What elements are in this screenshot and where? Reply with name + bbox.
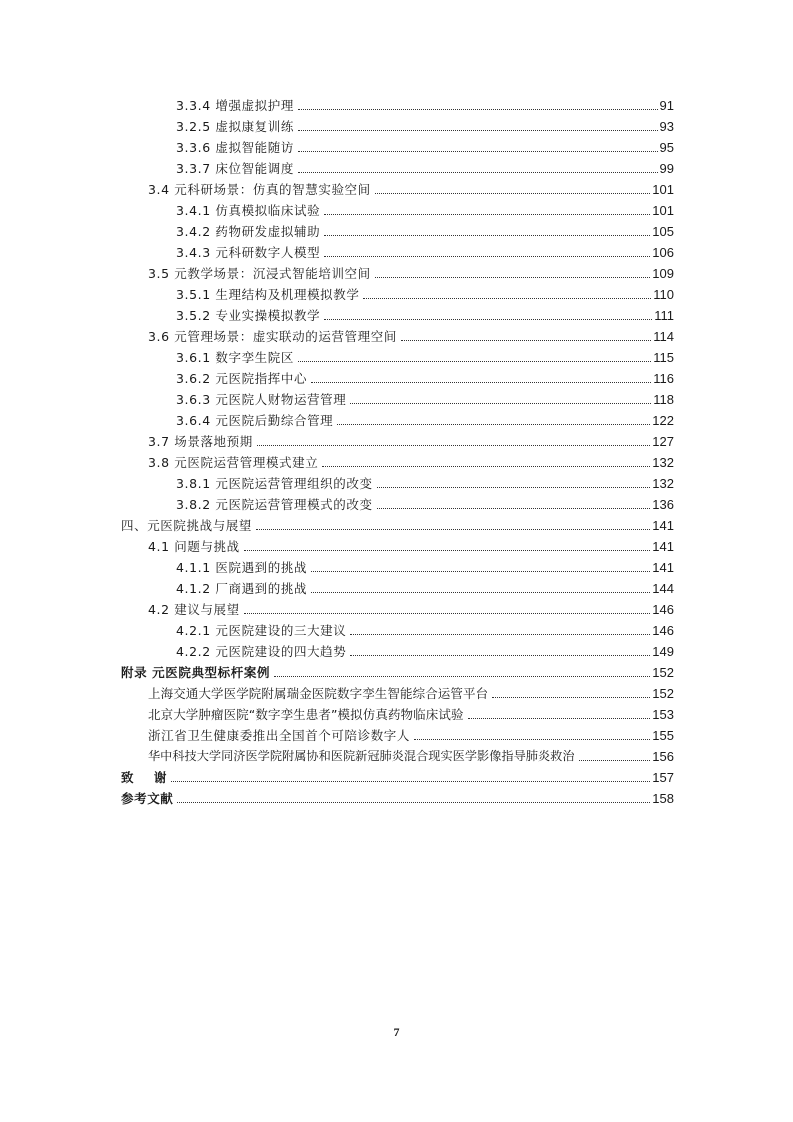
- toc-entry-page: 141: [652, 560, 674, 575]
- toc-entry[interactable]: [176, 114, 674, 134]
- toc-entry-title: 3.6.2 元医院指挥中心: [176, 371, 308, 386]
- leader-dots: [375, 277, 651, 278]
- toc-entry[interactable]: [176, 408, 674, 428]
- toc-entry-title: 华中科技大学同济医学院附属协和医院新冠肺炎混合现实医学影像指导肺炎救治: [148, 749, 575, 763]
- toc-entry-title: 3.6.3 元医院人财物运营管理: [176, 392, 347, 407]
- toc-entry-page: 105: [652, 224, 674, 239]
- toc-entry[interactable]: [176, 492, 674, 512]
- toc-entry-page: 99: [659, 161, 674, 176]
- toc-entry-page: 146: [652, 623, 674, 638]
- toc-entry-page: 136: [652, 497, 674, 512]
- page-number: 7: [393, 1025, 400, 1039]
- toc-entry-title: 3.6.1 数字孪生院区: [176, 350, 294, 365]
- toc-entry-title: 浙江省卫生健康委推出全国首个可陪诊数字人: [148, 728, 411, 743]
- toc-entry[interactable]: [148, 177, 674, 197]
- toc-entry[interactable]: [176, 618, 674, 638]
- toc-entry-title: 4.2 建议与展望: [148, 602, 240, 617]
- toc-entry-page: 101: [652, 203, 674, 218]
- leader-dots: [377, 487, 651, 488]
- leader-dots: [257, 445, 650, 446]
- toc-entry[interactable]: [121, 513, 674, 533]
- toc-entry[interactable]: [176, 282, 674, 302]
- toc-entry[interactable]: [148, 429, 674, 449]
- toc-entry[interactable]: [148, 702, 674, 722]
- toc-entry[interactable]: [148, 450, 674, 470]
- toc-entry-title: 3.6 元管理场景：虚实联动的运营管理空间: [148, 329, 397, 344]
- toc-entry-page: 114: [653, 329, 674, 344]
- leader-dots: [337, 424, 650, 425]
- toc-entry-page: 122: [652, 413, 674, 428]
- leader-dots: [324, 214, 650, 215]
- toc-entry-title: 3.5.2 专业实操模拟教学: [176, 308, 321, 323]
- toc-entry[interactable]: [121, 786, 674, 806]
- toc-entry-title: 四、元医院挑战与展望: [121, 518, 253, 533]
- toc-entry[interactable]: [176, 303, 674, 323]
- toc-entry-page: 101: [652, 182, 674, 197]
- toc-entry[interactable]: [121, 660, 674, 680]
- toc-entry[interactable]: [176, 93, 674, 113]
- toc-entry[interactable]: [176, 219, 674, 239]
- toc-entry[interactable]: [176, 387, 674, 407]
- toc-entry-page: 144: [652, 581, 674, 596]
- leader-dots: [311, 382, 651, 383]
- toc-entry-title: 3.6.4 元医院后勤综合管理: [176, 413, 334, 428]
- leader-dots: [298, 130, 658, 131]
- toc-entry-page: 106: [652, 245, 674, 260]
- toc-entry-title: 4.1.1 医院遇到的挑战: [176, 560, 308, 575]
- toc-entry-page: 152: [652, 686, 674, 701]
- toc-entry-page: 127: [652, 434, 674, 449]
- toc-entry-title: 3.3.7 床位智能调度: [176, 161, 294, 176]
- toc-entry-page: 156: [652, 749, 674, 764]
- toc-entry-title: 3.5 元教学场景：沉浸式智能培训空间: [148, 266, 371, 281]
- toc-entry-page: 132: [652, 455, 674, 470]
- toc-entry-title: 3.4.2 药物研发虚拟辅助: [176, 224, 321, 239]
- toc-entry-title: 3.4.3 元科研数字人模型: [176, 245, 321, 260]
- toc-entry-page: 111: [654, 308, 674, 323]
- leader-dots: [256, 529, 650, 530]
- toc-entry-title: 3.8.1 元医院运营管理组织的改变: [176, 476, 373, 491]
- leader-dots: [298, 361, 651, 362]
- toc-entry-title: 4.1 问题与挑战: [148, 539, 240, 554]
- toc-entry-page: 153: [652, 707, 674, 722]
- leader-dots: [324, 235, 650, 236]
- leader-dots: [324, 256, 650, 257]
- toc-entry-page: 115: [653, 350, 674, 365]
- leader-dots: [350, 403, 651, 404]
- toc-entry-title: 3.8.2 元医院运营管理模式的改变: [176, 497, 373, 512]
- leader-dots: [414, 739, 650, 740]
- leader-dots: [244, 550, 651, 551]
- leader-dots: [363, 298, 651, 299]
- toc-entry[interactable]: [148, 681, 674, 701]
- toc-entry-title: 上海交通大学医学院附属瑞金医院数字孪生智能综合运管平台: [148, 686, 489, 701]
- leader-dots: [311, 592, 650, 593]
- toc-entry[interactable]: [148, 597, 674, 617]
- toc-entry-page: 158: [652, 791, 674, 806]
- leader-dots: [171, 781, 650, 782]
- toc-entry[interactable]: [148, 534, 674, 554]
- toc-entry-page: 141: [652, 539, 674, 554]
- toc-entry[interactable]: [148, 744, 674, 764]
- toc-entry-title: 参考文献: [121, 791, 174, 806]
- toc-entry[interactable]: [176, 555, 674, 575]
- leader-dots: [375, 193, 651, 194]
- toc-entry-page: 155: [652, 728, 674, 743]
- toc-entry-page: 149: [652, 644, 674, 659]
- leader-dots: [579, 760, 651, 761]
- toc-entry[interactable]: [176, 156, 674, 176]
- leader-dots: [468, 718, 651, 719]
- toc-entry-page: 109: [652, 266, 674, 281]
- leader-dots: [322, 466, 650, 467]
- toc-entry[interactable]: [176, 198, 674, 218]
- toc-entry-title: 4.1.2 厂商遇到的挑战: [176, 581, 308, 596]
- leader-dots: [350, 655, 650, 656]
- toc-entry[interactable]: [176, 345, 674, 365]
- leader-dots: [298, 172, 658, 173]
- toc-entry[interactable]: [176, 639, 674, 659]
- toc-entry-page: 146: [652, 602, 674, 617]
- toc-entry-title: 3.7 场景落地预期: [148, 434, 253, 449]
- toc-entry[interactable]: [176, 576, 674, 596]
- toc-entry-page: 93: [659, 119, 674, 134]
- toc-entry-title: 4.2.2 元医院建设的四大趋势: [176, 644, 347, 659]
- toc-entry-page: 157: [652, 770, 674, 785]
- leader-dots: [324, 319, 652, 320]
- toc-entry-title: 北京大学肿瘤医院“数字孪生患者”模拟仿真药物临床试验: [148, 707, 464, 722]
- toc-entry-title: 3.5.1 生理结构及机理模拟教学: [176, 287, 360, 302]
- toc-entry[interactable]: [176, 135, 674, 155]
- leader-dots: [298, 109, 658, 110]
- leader-dots: [274, 676, 650, 677]
- toc-entry-title: 致 谢: [121, 770, 168, 785]
- toc-entry-title: 3.2.5 虚拟康复训练: [176, 119, 294, 134]
- toc-entry-page: 141: [652, 518, 674, 533]
- leader-dots: [377, 508, 651, 509]
- toc-entry-page: 116: [653, 371, 674, 386]
- leader-dots: [311, 571, 650, 572]
- toc-entry[interactable]: [148, 324, 674, 344]
- leader-dots: [298, 151, 658, 152]
- toc-entry-page: 95: [659, 140, 674, 155]
- toc-entry[interactable]: [176, 471, 674, 491]
- leader-dots: [492, 697, 650, 698]
- toc-entry[interactable]: [176, 366, 674, 386]
- toc-entry-page: 110: [653, 287, 674, 302]
- leader-dots: [401, 340, 651, 341]
- toc-entry-title: 4.2.1 元医院建设的三大建议: [176, 623, 347, 638]
- toc-entry-title: 3.4 元科研场景：仿真的智慧实验空间: [148, 182, 371, 197]
- toc-entry[interactable]: [176, 240, 674, 260]
- toc-entry-title: 3.4.1 仿真模拟临床试验: [176, 203, 321, 218]
- toc-entry-title: 3.3.6 虚拟智能随访: [176, 140, 294, 155]
- toc-entry-page: 132: [652, 476, 674, 491]
- toc-entry-title: 3.3.4 增强虚拟护理: [176, 98, 294, 113]
- toc-entry-title: 3.8 元医院运营管理模式建立: [148, 455, 319, 470]
- toc-entry-title: 附录 元医院典型标杆案例: [121, 665, 271, 680]
- toc-entry[interactable]: [148, 261, 674, 281]
- toc-entry-page: 152: [652, 665, 674, 680]
- leader-dots: [244, 613, 651, 614]
- toc-entry[interactable]: [148, 723, 674, 743]
- toc-entry-page: 118: [653, 392, 674, 407]
- leader-dots: [350, 634, 650, 635]
- toc-entry[interactable]: [121, 765, 674, 785]
- toc-entry-page: 91: [659, 98, 674, 113]
- leader-dots: [177, 802, 650, 803]
